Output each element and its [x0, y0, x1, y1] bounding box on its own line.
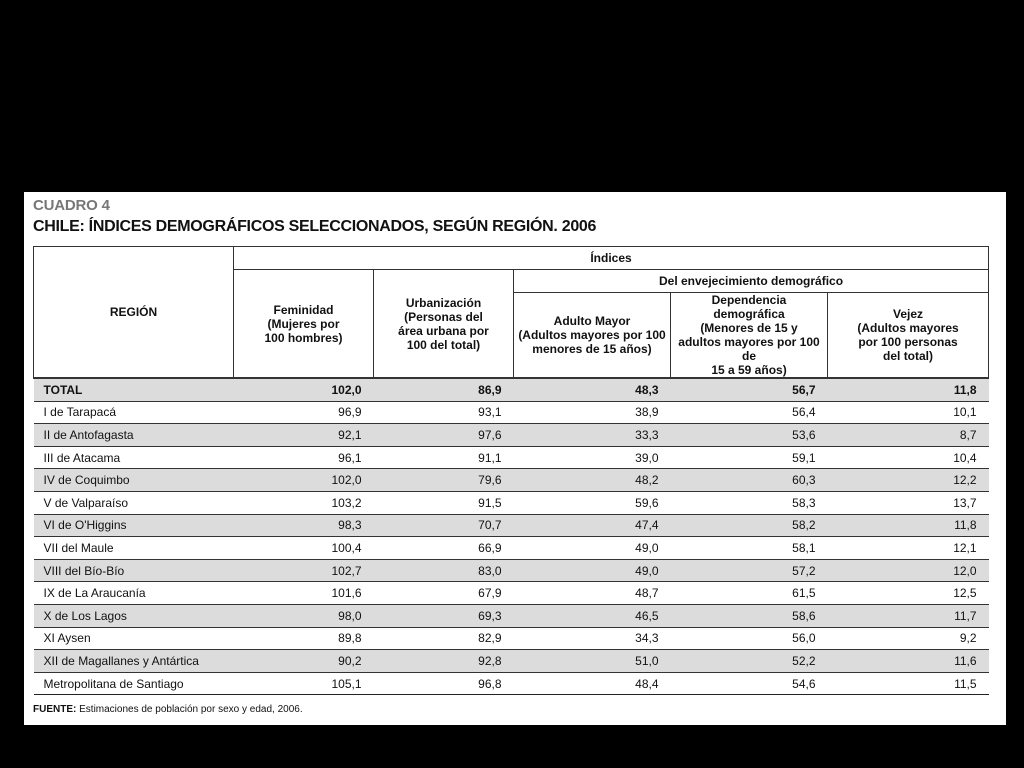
- value-cell: 91,1: [374, 446, 514, 469]
- value-cell: 56,0: [671, 627, 828, 650]
- region-cell: TOTAL: [34, 378, 234, 401]
- value-cell: 10,4: [828, 446, 989, 469]
- source-text: Estimaciones de población por sexo y edad, 2006.: [76, 704, 303, 715]
- value-cell: 53,6: [671, 424, 828, 447]
- value-cell: 57,2: [671, 559, 828, 582]
- value-cell: 103,2: [234, 491, 374, 514]
- header-line: Urbanización: [405, 295, 482, 310]
- header-line: Vejez: [893, 307, 924, 321]
- header-line: Dependencia demográfica: [711, 293, 787, 321]
- table-title: CHILE: ÍNDICES DEMOGRÁFICOS SELECCIONADOS, SEGÚN REGIÓN. 2006: [33, 218, 597, 235]
- value-cell: 96,8: [374, 672, 514, 695]
- value-cell: 90,2: [234, 650, 374, 673]
- region-cell: VII del Maule: [34, 537, 234, 560]
- value-cell: 54,6: [671, 672, 828, 695]
- value-cell: 12,5: [828, 582, 989, 605]
- table-row: [34, 514, 989, 537]
- value-cell: 69,3: [374, 604, 514, 627]
- value-cell: 9,2: [828, 627, 989, 650]
- header-line: 100 hombres): [264, 330, 343, 345]
- header-aging-group: Del envejecimiento demográfico: [514, 270, 989, 293]
- header-line: (Mujeres por: [267, 316, 340, 331]
- value-cell: 49,0: [514, 559, 671, 582]
- header-line: por 100 personas: [858, 335, 958, 349]
- value-cell: 39,0: [514, 446, 671, 469]
- value-cell: 92,8: [374, 650, 514, 673]
- table-row: [34, 491, 989, 514]
- value-cell: 102,7: [234, 559, 374, 582]
- value-cell: 66,9: [374, 537, 514, 560]
- value-cell: 48,4: [514, 672, 671, 695]
- value-cell: 58,3: [671, 491, 828, 514]
- table-row: [34, 446, 989, 469]
- value-cell: 83,0: [374, 559, 514, 582]
- region-cell: V de Valparaíso: [34, 491, 234, 514]
- table-row: [34, 672, 989, 695]
- value-cell: 46,5: [514, 604, 671, 627]
- value-cell: 11,5: [828, 672, 989, 695]
- table-row: [34, 650, 989, 673]
- header-line: 15 a 59 años): [711, 363, 787, 377]
- value-cell: 38,9: [514, 401, 671, 424]
- value-cell: 79,6: [374, 469, 514, 492]
- value-cell: 56,4: [671, 401, 828, 424]
- table-label: CUADRO 4: [33, 197, 110, 214]
- header-line: (Adultos mayores: [857, 321, 959, 335]
- region-cell: IX de La Araucanía: [34, 582, 234, 605]
- region-cell: I de Tarapacá: [34, 401, 234, 424]
- header-line: adultos mayores por 100 de: [678, 335, 820, 363]
- value-cell: 11,7: [828, 604, 989, 627]
- value-cell: 10,1: [828, 401, 989, 424]
- value-cell: 58,2: [671, 514, 828, 537]
- value-cell: 105,1: [234, 672, 374, 695]
- value-cell: 11,6: [828, 650, 989, 673]
- value-cell: 92,1: [234, 424, 374, 447]
- value-cell: 60,3: [671, 469, 828, 492]
- value-cell: 97,6: [374, 424, 514, 447]
- region-cell: Metropolitana de Santiago: [34, 672, 234, 695]
- header-line: (Menores de 15 y: [700, 321, 798, 335]
- header-line: del total): [883, 349, 934, 363]
- value-cell: 96,9: [234, 401, 374, 424]
- total-row: [34, 378, 989, 401]
- table-row: [34, 627, 989, 650]
- header-line: menores de 15 años): [532, 342, 652, 356]
- header-line: Adulto Mayor: [553, 314, 631, 328]
- value-cell: 48,7: [514, 582, 671, 605]
- source-note: [33, 704, 303, 715]
- region-cell: VIII del Bío-Bío: [34, 559, 234, 582]
- value-cell: 93,1: [374, 401, 514, 424]
- header-region: REGIÓN: [34, 247, 234, 379]
- value-cell: 67,9: [374, 582, 514, 605]
- region-cell: X de Los Lagos: [34, 604, 234, 627]
- value-cell: 12,1: [828, 537, 989, 560]
- value-cell: 101,6: [234, 582, 374, 605]
- header-line: 100 del total): [406, 337, 481, 352]
- value-cell: 33,3: [514, 424, 671, 447]
- source-label: FUENTE:: [33, 704, 77, 715]
- value-cell: 56,7: [671, 378, 828, 401]
- header-line: área urbana por: [398, 323, 489, 338]
- indices-table: [33, 246, 989, 695]
- value-cell: 86,9: [374, 378, 514, 401]
- header-vejez: [828, 293, 989, 379]
- value-cell: 98,0: [234, 604, 374, 627]
- header-line: Feminidad: [273, 302, 334, 317]
- table-row: [34, 469, 989, 492]
- table-row: [34, 401, 989, 424]
- value-cell: 34,3: [514, 627, 671, 650]
- value-cell: 59,1: [671, 446, 828, 469]
- table-row: [34, 559, 989, 582]
- value-cell: 82,9: [374, 627, 514, 650]
- value-cell: 12,0: [828, 559, 989, 582]
- region-cell: III de Atacama: [34, 446, 234, 469]
- value-cell: 49,0: [514, 537, 671, 560]
- value-cell: 100,4: [234, 537, 374, 560]
- value-cell: 61,5: [671, 582, 828, 605]
- value-cell: 89,8: [234, 627, 374, 650]
- region-cell: XI Aysen: [34, 627, 234, 650]
- value-cell: 11,8: [828, 378, 989, 401]
- document-panel: [24, 192, 1006, 725]
- region-cell: II de Antofagasta: [34, 424, 234, 447]
- value-cell: 48,2: [514, 469, 671, 492]
- value-cell: 11,8: [828, 514, 989, 537]
- value-cell: 102,0: [234, 378, 374, 401]
- region-cell: IV de Coquimbo: [34, 469, 234, 492]
- value-cell: 58,1: [671, 537, 828, 560]
- value-cell: 58,6: [671, 604, 828, 627]
- value-cell: 70,7: [374, 514, 514, 537]
- header-urbanizacion: [374, 270, 514, 379]
- value-cell: 47,4: [514, 514, 671, 537]
- table-body: [34, 378, 989, 695]
- value-cell: 102,0: [234, 469, 374, 492]
- value-cell: 51,0: [514, 650, 671, 673]
- value-cell: 13,7: [828, 491, 989, 514]
- header-line: (Adultos mayores por 100: [518, 328, 666, 342]
- table-row: [34, 604, 989, 627]
- value-cell: 8,7: [828, 424, 989, 447]
- header-line: (Personas del: [404, 309, 483, 324]
- table-row: [34, 537, 989, 560]
- value-cell: 52,2: [671, 650, 828, 673]
- value-cell: 98,3: [234, 514, 374, 537]
- header-dependencia: [671, 293, 828, 379]
- header-feminidad: [234, 270, 374, 379]
- value-cell: 48,3: [514, 378, 671, 401]
- value-cell: 12,2: [828, 469, 989, 492]
- value-cell: 59,6: [514, 491, 671, 514]
- header-indices: Índices: [234, 247, 989, 270]
- table-row: [34, 582, 989, 605]
- region-cell: XII de Magallanes y Antártica: [34, 650, 234, 673]
- value-cell: 91,5: [374, 491, 514, 514]
- region-cell: VI de O'Higgins: [34, 514, 234, 537]
- table-row: [34, 424, 989, 447]
- value-cell: 96,1: [234, 446, 374, 469]
- header-adulto-mayor: [514, 293, 671, 379]
